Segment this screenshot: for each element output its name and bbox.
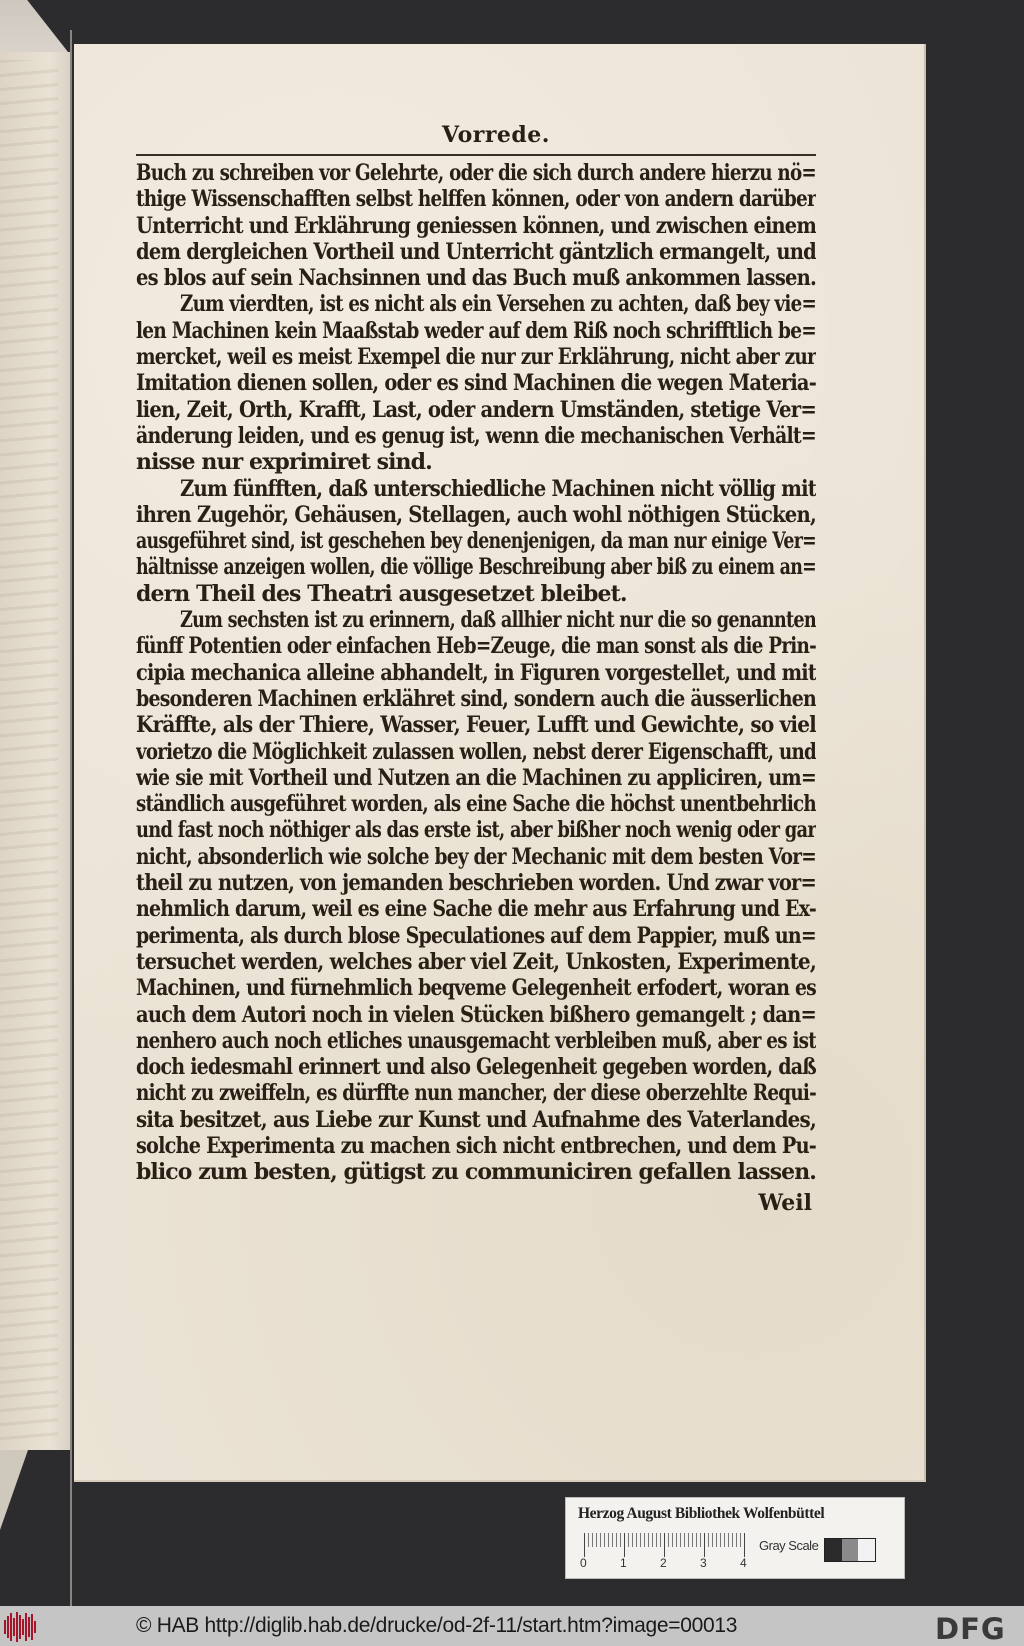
text-line: hältnisse anzeigen wollen, die völlige Beschreibung aber biß zu einem an= [136,554,816,581]
text-line: thige Wissenschafften selbst helffen können, oder von andern darüber [136,186,816,213]
ruler-label: 0 [580,1556,587,1570]
text-line: sita besitzet, aus Liebe zur Kunst und Aufnahme des Vaterlandes, [136,1106,816,1133]
text-line: änderung leiden, und es genug ist, wenn die mechanischen Verhält= [136,422,816,449]
text-line: Zum vierdten, ist es nicht als ein Versehen zu achten, daß bey vie= [180,291,816,318]
text-line: nisse nur exprimiret sind. [136,449,432,476]
color-calibration-card [565,1497,905,1579]
logo-bar [31,1614,33,1640]
text-line: dem dergleichen Vortheil und Unterricht gäntzlich ermangelt, und [136,238,816,265]
verso-bleed-through [0,60,58,1440]
text-line: tersuchet werden, welches aber viel Zeit, Unkosten, Experimente, [136,948,816,975]
text-line: nicht, absonderlich wie solche bey der Mechanic mit dem besten Vor= [136,843,816,870]
text-line: Buch zu schreiben vor Gelehrte, oder die sich durch andere hierzu nö= [136,160,816,186]
text-line: doch iedesmahl erinnert und also Gelegenheit gegeben worden, daß [136,1054,816,1081]
gray-swatch [825,1539,842,1561]
text-line: und fast noch nöthiger als das erste ist, aber bißher noch wenig oder gar [136,817,816,844]
ruler-label: 4 [740,1556,747,1570]
text-line: Zum fünfften, daß unterschiedliche Machinen nicht völlig mit [180,475,816,502]
text-line: fünff Potentien oder einfachen Heb=Zeuge, die man sonst als die Prin- [136,633,816,660]
text-line: nicht zu zweiffeln, es dürffte nun mancher, der diese oberzehlte Requi- [136,1080,816,1107]
text-line: Zum sechsten ist zu erinnern, daß allhier nicht nur die so genannten [180,607,816,634]
gray-swatch [858,1539,875,1561]
gray-scale-label: Gray Scale [759,1538,819,1553]
text-line: ausgeführet sind, ist geschehen bey denenjenigen, da man nur einige Ver= [136,528,816,555]
text-line: nehmlich darum, weil es eine Sache die mehr aus Erfahrung und Ex- [136,896,816,923]
text-line: ständlich ausgeführet worden, als eine Sache die höchst unentbehrlich [136,791,816,818]
text-line: len Machinen kein Maaßstab weder auf dem Riß noch schrifftlich be= [136,317,816,344]
text-line: blico zum besten, gütigst zu communiciren gefallen lassen. [136,1159,816,1186]
logo-bar [28,1617,30,1637]
ruler-major-tick [744,1533,745,1557]
text-line: es blos auf sein Nachsinnen und das Buch muß ankommen lassen. [136,265,816,292]
text-lines [136,160,816,1186]
ruler-major-tick [624,1533,625,1557]
logo-bar [13,1618,15,1636]
logo-bar [16,1612,18,1642]
text-line: nenhero auch noch etliches unausgemacht verbleiben muß, aber es ist [136,1027,816,1054]
text-line: mercket, weil es meist Exempel die nur zur Erklährung, nicht aber zur [136,344,816,371]
gray-swatch [842,1539,859,1561]
text-line: auch dem Autori noch in vielen Stücken bißhero gemangelt ; dan= [136,1001,816,1028]
logo-bar [25,1613,27,1641]
text-line: besonderen Machinen erklähret sind, sondern auch die äusserlichen [136,685,816,712]
text-line: theil zu nutzen, von jemanden beschrieben worden. Und zwar vor= [136,870,816,897]
text-line: solche Experimenta zu machen sich nicht entbrechen, und dem Pu- [136,1132,816,1159]
text-line: cipia mechanica alleine abhandelt, in Figuren vorgestellet, und mit [136,659,816,686]
ruler-major-tick [664,1533,665,1557]
logo-bar [19,1615,21,1639]
logo-bar [10,1613,12,1641]
running-head: Vorrede. [442,122,550,148]
ruler-scale [584,1533,746,1555]
viewer-footer [0,1606,1024,1646]
text-line: Imitation dienen sollen, oder es sind Machinen die wegen Materia- [136,370,816,397]
text-line: perimenta, als durch blose Speculationes auf dem Pappier, muß un= [136,922,816,949]
text-line: lien, Zeit, Orth, Krafft, Last, oder andern Umständen, stetige Ver= [136,396,816,423]
ruler-label: 3 [700,1556,707,1570]
text-line: ihren Zugehör, Gehäusen, Stellagen, auch wohl nöthigen Stücken, [136,501,816,528]
text-line: vorietzo die Möglichkeit zulassen wollen, nebst derer Eigenschafft, und [136,738,816,765]
logo-bar [34,1621,36,1633]
text-line: Kräffte, als der Thiere, Wasser, Feuer, Lufft und Gewichte, so viel [136,712,816,739]
copyright-url[interactable]: © HAB http://diglib.hab.de/drucke/od-2f-11/start.htm?image=00013 [136,1614,738,1637]
text-line: Machinen, und fürnehmlich beqveme Gelegenheit erfodert, woran es [136,975,816,1002]
catchword: Weil [758,1189,812,1216]
text-line: Unterricht und Erklährung geniessen können, und zwischen einem [136,212,816,239]
hab-logo-icon[interactable] [4,1612,44,1642]
logo-bar [7,1616,9,1638]
text-line: wie sie mit Vortheil und Nutzen an die Machinen zu appliciren, um= [136,764,816,791]
ruler-label: 1 [620,1556,627,1570]
page-text-block [136,122,816,1216]
card-title: Herzog August Bibliothek Wolfenbüttel [578,1505,825,1522]
ruler-major-tick [584,1533,585,1557]
text-line: dern Theil des Theatri ausgesetzet bleibet. [136,580,627,607]
ruler-label: 2 [660,1556,667,1570]
header-rule [136,154,816,156]
ruler-labels [580,1556,760,1572]
gray-scale-swatches [824,1538,876,1562]
logo-bar [22,1619,24,1635]
dfg-logo-icon[interactable]: DFG [935,1612,1006,1646]
logo-bar [4,1620,6,1634]
ruler-major-tick [704,1533,705,1557]
recto-page [74,44,926,1482]
book-gutter [70,30,72,1610]
